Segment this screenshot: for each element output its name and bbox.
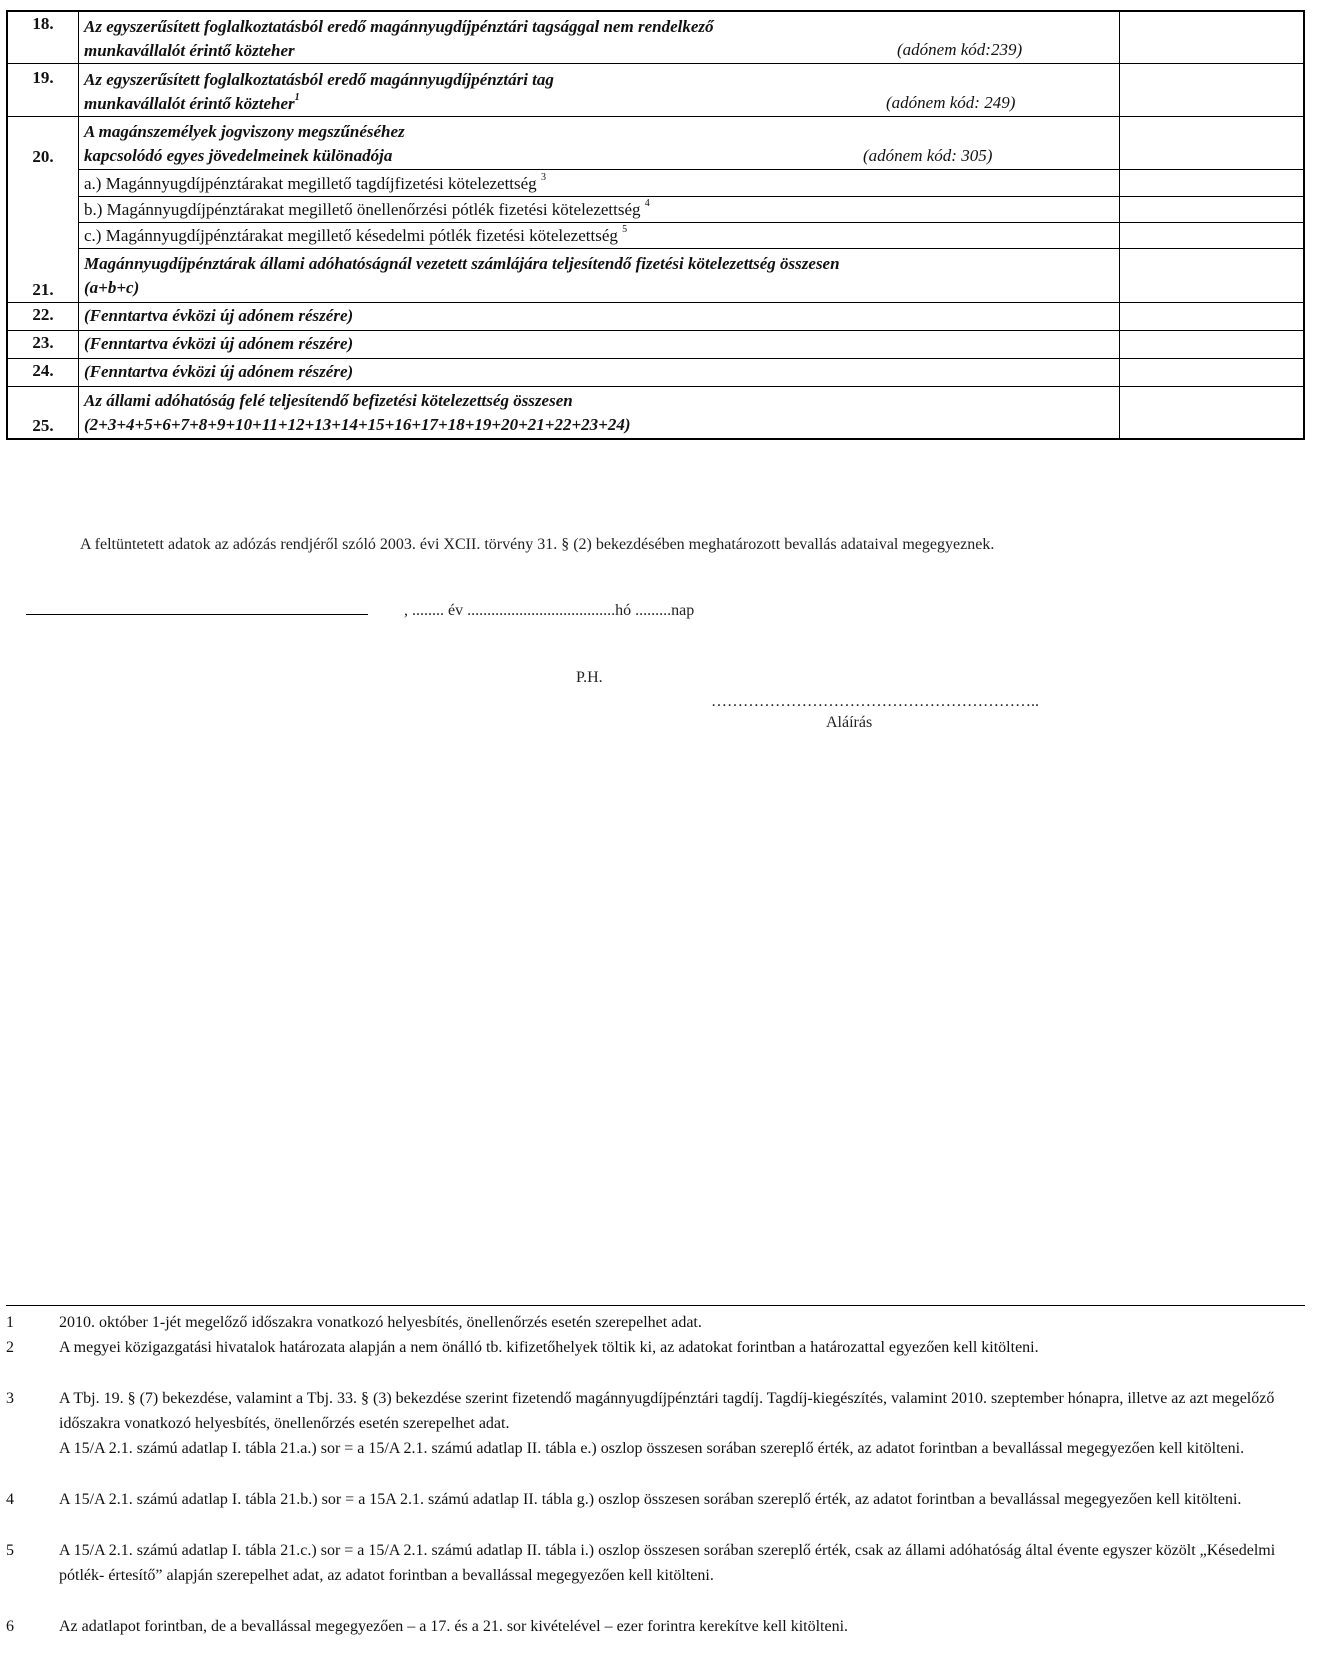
stamp-label: P.H.	[576, 669, 603, 686]
footnote-number: 3	[6, 1390, 14, 1407]
row-number: 23.	[32, 333, 54, 352]
tax-code: (adónem kód:239)	[897, 40, 1023, 59]
row-23-value-cell[interactable]	[1120, 331, 1305, 358]
row-20-line1: A magánszemélyek jogviszony megszűnéséhez	[84, 122, 405, 141]
row-divider	[8, 330, 1303, 331]
footnote-number: 2	[6, 1339, 14, 1356]
footnote-text: A 15/A 2.1. számú adatlap I. tábla 21.c.) sor = a 15/A 2.1. számú adatlap II. tábla i.) oszlop összesen sorában szereplő érték, csak az állami adóhatóság által évente egyszer közölt „Késedelmi pótlék- értesítő” alapján szerepelhet adat, az adatot forintban a bevallással megegyezően kell kitölteni.	[59, 1542, 1276, 1584]
row-21-label	[84, 252, 840, 300]
row-21-line2: (a+b+c)	[84, 278, 140, 297]
signature-label: Aláírás	[826, 714, 873, 731]
row-divider	[8, 386, 1303, 387]
row-divider	[8, 116, 1303, 117]
place-line	[26, 614, 368, 615]
footnote-text: A 15/A 2.1. számú adatlap I. tábla 21.b.) sor = a 15A 2.1. számú adatlap II. tábla g.) oszlop összesen sorában szereplő érték, az adatot forintban a bevallással megegyezően kell kitölteni.	[59, 1491, 1242, 1508]
signature-line: ……………………………………………………..	[711, 693, 1039, 710]
row-25-value-cell[interactable]	[1120, 387, 1305, 438]
footnote-ref: 5	[622, 224, 628, 236]
row-21a-value-cell[interactable]	[1120, 170, 1305, 196]
row-18-line2: munkavállalót érintő közteher	[84, 41, 295, 60]
declaration-text: A feltüntetett adatok az adózás rendjéről szóló 2003. évi XCII. törvény 31. § (2) bekezdésében meghatározott bevallás adataival megegyeznek.	[80, 536, 995, 553]
row-number: 25.	[32, 416, 54, 435]
row-21b-label	[84, 198, 650, 222]
row-25-line2: (2+3+4+5+6+7+8+9+10+11+12+13+14+15+16+17+18+19+20+21+22+23+24)	[84, 415, 631, 434]
row-21a-label	[84, 172, 546, 196]
row-22-value-cell[interactable]	[1120, 303, 1305, 330]
row-19-value-cell[interactable]	[1120, 64, 1305, 116]
date-line: , ........ év .....................................hó .........nap	[404, 602, 695, 619]
row-21b-text: b.) Magánnyugdíjpénztárakat megillető önellenőrzési pótlék fizetési kötelezettség	[84, 200, 641, 219]
row-19-line2: munkavállalót érintő közteher	[84, 94, 295, 113]
tax-code: (adónem kód: 249)	[886, 93, 1016, 112]
row-21c-text: c.) Magánnyugdíjpénztárakat megillető késedelmi pótlék fizetési kötelezettség	[84, 226, 618, 245]
footnote-3	[6, 1386, 1306, 1461]
footnote-number: 6	[6, 1618, 14, 1635]
footnote-1	[6, 1310, 1306, 1335]
row-21c-value-cell[interactable]	[1120, 223, 1305, 248]
row-24-value-cell[interactable]	[1120, 359, 1305, 386]
row-21-line1: Magánnyugdíjpénztárak állami adóhatóságnál vezetett számlájára teljesítendő fizetési kötelezettség összesen	[84, 254, 840, 273]
footnote-text: A megyei közigazgatási hivatalok határozata alapján a nem önálló tb. kifizetőhelyek töltik ki, az adatokat forintban a határozattal egyezően kell kitölteni.	[59, 1339, 1039, 1356]
footnote-separator	[6, 1305, 1305, 1306]
row-number: 24.	[32, 361, 54, 380]
row-21a-text: a.) Magánnyugdíjpénztárakat megillető tagdíjfizetési kötelezettség	[84, 174, 537, 193]
row-divider	[8, 63, 1303, 64]
row-divider	[8, 358, 1303, 359]
row-20-line2: kapcsolódó egyes jövedelmeinek különadója	[84, 146, 393, 165]
column-divider	[78, 12, 79, 438]
footnote-ref: 4	[644, 198, 650, 210]
row-21c-label	[84, 224, 627, 248]
footnote-number: 4	[6, 1491, 14, 1508]
footnote-text: 2010. október 1-jét megelőző időszakra vonatkozó helyesbítés, önellenőrzés esetén szerepelhet adat.	[59, 1314, 702, 1331]
footnote-ref: 3	[540, 172, 546, 184]
footnote-number: 1	[6, 1314, 14, 1331]
row-number: 18.	[32, 14, 54, 33]
footnote-text: Az adatlapot forintban, de a bevallással megegyezően – a 17. és a 21. sor kivételével – ezer forintra kerekítve kell kitölteni.	[59, 1618, 849, 1635]
footnote-ref: 1	[294, 92, 300, 104]
footnote-4	[6, 1487, 1306, 1512]
footnote-5	[6, 1538, 1306, 1588]
row-number: 19.	[32, 68, 54, 87]
footnote-6	[6, 1614, 1306, 1639]
row-number: 22.	[32, 305, 54, 324]
row-19-label	[84, 68, 554, 116]
tax-form-table	[6, 10, 1305, 440]
row-number: 20.	[32, 147, 54, 166]
row-20-label	[84, 120, 405, 168]
row-21b-value-cell[interactable]	[1120, 197, 1305, 222]
row-18-line1: Az egyszerűsített foglalkoztatásból eredő magánnyugdíjpénztári tagsággal nem rendelkező	[84, 17, 714, 36]
footnote-2	[6, 1335, 1306, 1360]
row-22-label: (Fenntartva évközi új adónem részére)	[84, 306, 354, 325]
row-21-value-cell[interactable]	[1120, 249, 1305, 302]
row-19-line1: Az egyszerűsített foglalkoztatásból eredő magánnyugdíjpénztári tag	[84, 70, 554, 89]
row-divider	[8, 302, 1303, 303]
footnote-text: A 15/A 2.1. számú adatlap I. tábla 21.a.) sor = a 15/A 2.1. számú adatlap II. tábla e.) oszlop összesen sorában szereplő érték, az adatot forintban a bevallással megegyezően kell kitölteni.	[59, 1440, 1245, 1457]
tax-code: (adónem kód: 305)	[863, 146, 993, 165]
row-number: 21.	[32, 280, 54, 299]
row-24-label: (Fenntartva évközi új adónem részére)	[84, 362, 354, 381]
row-18-label	[84, 15, 714, 63]
footnote-text: A Tbj. 19. § (7) bekezdése, valamint a Tbj. 33. § (3) bekezdése szerint fizetendő magánnyugdíjpénztári tagdíj. Tagdíj-kiegészítés, valamint 2010. szeptember hónapra, illetve az azt megelőző időszakra vonatkozó helyesbítés, önellenőrzés esetén szerepelhet adat.	[59, 1390, 1275, 1432]
footnote-number: 5	[6, 1542, 14, 1559]
row-25-line1: Az állami adóhatóság felé teljesítendő befizetési kötelezettség összesen	[84, 391, 573, 410]
row-20-value-cell[interactable]	[1120, 117, 1305, 169]
row-18-value-cell[interactable]	[1120, 12, 1305, 63]
row-25-label	[84, 389, 631, 437]
row-23-label: (Fenntartva évközi új adónem részére)	[84, 334, 354, 353]
